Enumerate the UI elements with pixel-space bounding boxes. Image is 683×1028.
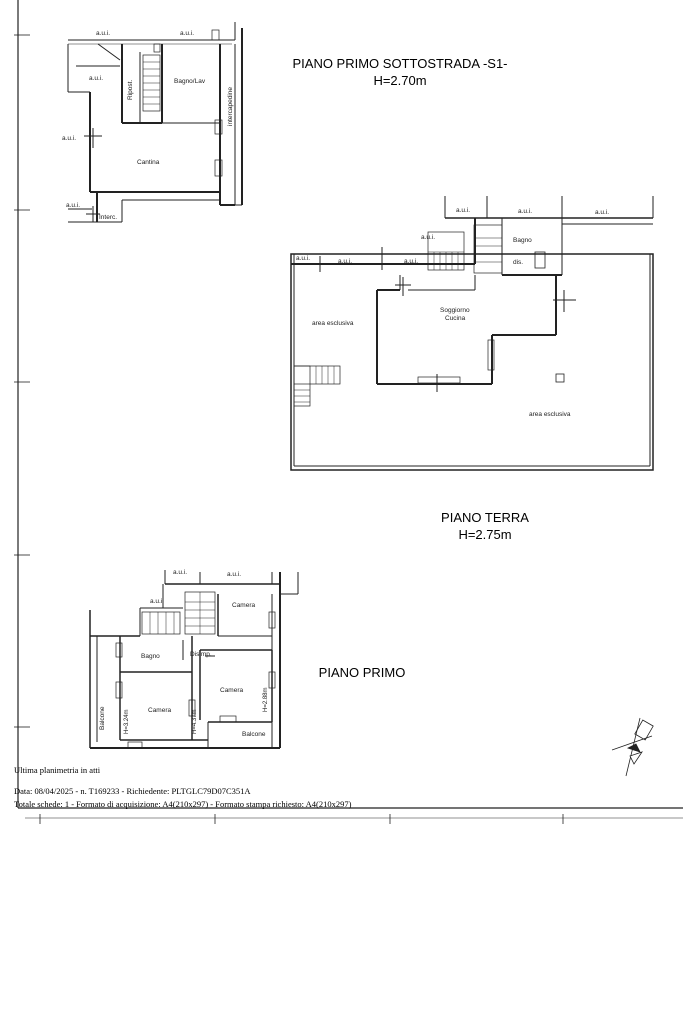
label-camera-f3: Camera bbox=[148, 707, 172, 714]
compass-north-arrow-icon bbox=[612, 718, 653, 776]
label-aui-s1e: a.u.i. bbox=[66, 202, 81, 209]
label-interc: Interc. bbox=[99, 214, 118, 221]
label-aui-s1b: a.u.i. bbox=[180, 30, 195, 37]
footer-request-info: Data: 08/04/2025 - n. T169233 - Richiedente: PLTGLC79D07C351A bbox=[14, 786, 251, 796]
label-aui-g3: a.u.i. bbox=[595, 209, 610, 216]
label-intercapedine: intercapedine bbox=[227, 86, 234, 126]
label-bagno-g: Bagno bbox=[513, 237, 532, 244]
plan-ground bbox=[291, 196, 653, 470]
title-first bbox=[292, 664, 432, 681]
label-aui-g4: a.u.i. bbox=[421, 234, 436, 241]
label-aui-s1a: a.u.i. bbox=[96, 30, 111, 37]
label-area-esclusiva-2: area esclusiva bbox=[529, 411, 571, 418]
footer-last-plan: Ultima planimetria in atti bbox=[14, 765, 101, 775]
label-cucina: Cucina bbox=[445, 315, 466, 322]
label-area-esclusiva-1: area esclusiva bbox=[312, 320, 354, 327]
label-balcone-1: Balcone bbox=[99, 706, 106, 730]
label-aui-g6: a.u.i. bbox=[338, 258, 353, 265]
labels-first bbox=[99, 569, 269, 738]
label-aui-f3: a.u.i. bbox=[150, 598, 165, 605]
plan-s1 bbox=[68, 22, 242, 222]
title-s1-name: PIANO PRIMO SOTTOSTRADA -S1- bbox=[292, 56, 508, 71]
footer-format-info: Totale schede: 1 - Formato di acquisizione: A4(210x297) - Formato stampa richiesto: A4(210x297) bbox=[14, 799, 352, 809]
label-aui-f2: a.u.i. bbox=[227, 571, 242, 578]
label-bagno-f: Bagno bbox=[141, 653, 160, 660]
title-first-name: PIANO PRIMO bbox=[318, 665, 406, 680]
label-aui-g2: a.u.i. bbox=[518, 208, 533, 215]
label-balcone-2: Balcone bbox=[242, 731, 266, 738]
label-aui-s1c: a.u.i. bbox=[89, 75, 104, 82]
label-soggiorno: Soggiorno bbox=[440, 307, 470, 314]
title-ground-name: PIANO TERRA bbox=[441, 510, 529, 525]
label-aui-f1: a.u.i. bbox=[173, 569, 188, 576]
label-aui-g1: a.u.i. bbox=[456, 207, 471, 214]
title-ground-height: H=2.75m bbox=[458, 527, 512, 542]
label-h437: H=4.37m bbox=[192, 709, 198, 734]
label-camera-f2: Camera bbox=[220, 687, 244, 694]
title-ground bbox=[400, 509, 570, 543]
label-aui-s1d: a.u.i. bbox=[62, 135, 77, 142]
label-h324: H=3.24m bbox=[124, 709, 130, 734]
label-bagno-lav: Bagno/Lav bbox=[174, 78, 206, 85]
label-camera-f1: Camera bbox=[232, 602, 256, 609]
title-s1 bbox=[270, 55, 530, 89]
label-dis: dis. bbox=[513, 259, 524, 266]
label-h288: H=2.88m bbox=[263, 687, 269, 712]
title-s1-height: H=2.70m bbox=[373, 73, 427, 88]
label-aui-g7: a.u.i. bbox=[404, 258, 419, 265]
label-cantina: Cantina bbox=[137, 159, 160, 166]
label-aui-g5: a.u.i. bbox=[296, 255, 311, 262]
label-disimp: Disimp. bbox=[190, 651, 212, 658]
label-ripost: Ripost. bbox=[127, 79, 134, 100]
